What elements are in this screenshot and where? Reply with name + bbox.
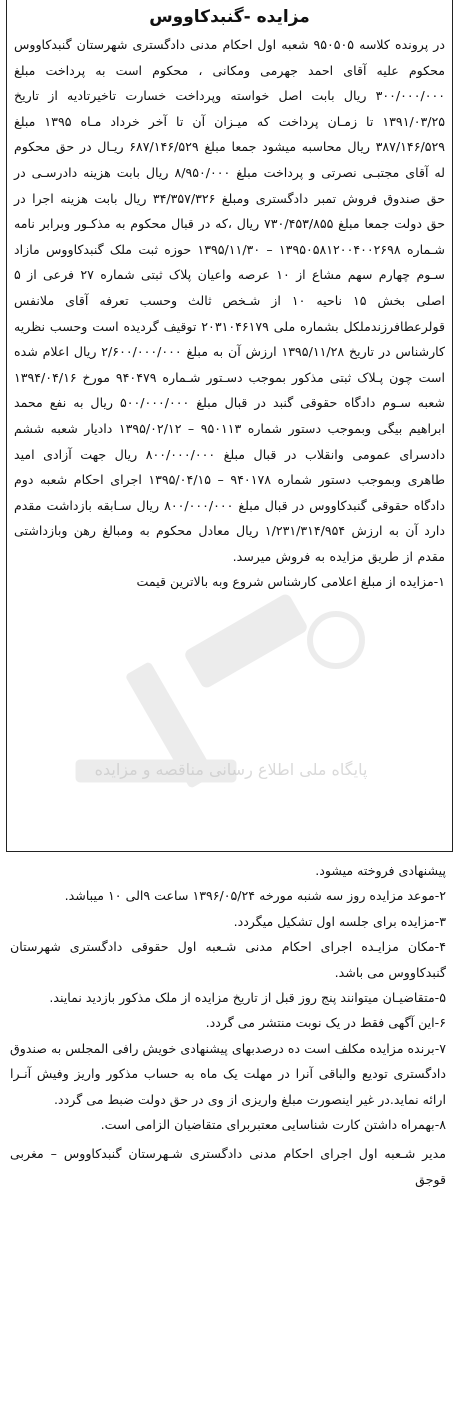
item-5: ۵-متقاضیـان میتوانند پنج روز قبل از تاریخ مزایده از ملک مذکور بازدید نمایند. [49,990,446,1006]
item-8: ۸-بهمراه داشتن کارت شناسایی معتبربرای متقاضیان الزامی است. [100,1117,446,1133]
notice-body: در پرونده کلاسه ۹۵۰۵۰۵ شعبه اول احکام مدنی دادگستری شهرستان گنبدکاووس محکوم علیه آقای احمد جهرمی ومکانی ، محکوم است به پرداخت مبلغ ۳۰۰/۰۰۰/۰۰۰ ریال بابت اصل خواسته وپرداخت خسارت تاخیرتادیه از تاریخ ۱۳۹۱/۰۳/۲۵ تا زمـان پرداخت که میـزان آن تا آخر خرداد مـاه ۱۳۹۵ مبلغ ۳۸۷/۱۴۶/۵۲۹ ریال محاسبه میشود جمعا مبلغ ۶۸۷/۱۴۶/۵۲۹ ریـال در حق محکوم له آقای مجتبـی نصرتی و پرداخت مبلغ ۸/۹۵۰/۰۰۰ ریال بابت هزینه دادرسـی در حق صندوق فروش تمبر دادگستری ومبلغ ۳۴/۳۵۷/۳۲۶ ریال بابت هزینه اجرا در حق دولت جمعا مبلغ ۷۳۰/۴۵۳/۸۵۵ ریال ،که در قبال محکوم به مذکـور وبرابر نامه شـماره ۱۳۹۵۰۵۸۱۲۰۰۴۰۰۲۶۹۸ – ۱۳۹۵/۱۱/۳۰ حوزه ثبت ملک گنبدکاووس مازاد سـوم چهارم سهم مشاع از ۱۰ عرصه واعیان پلاک ثبتی شماره ۲۷ فرعی از ۵ اصلی بخش ۱۵ ناحیه ۱۰ از شـخص ثالث وحسب تعرفه آقای ملانفس قولرعطافرزندملکل بشماره ملی ۲۰۳۱۰۴۶۱۷۹ توقیف گردیده است وحسب نظریه کارشناس در تاریخ ۱۳۹۵/۱۱/۲۸ ارزش آن به مبلغ ۲/۶۰۰/۰۰۰/۰۰۰ ریال اعلام شده است چون پـلاک ثبتی مذکور بموجب دسـتور شـماره ۹۴۰۴۷۹ مورخ ۱۳۹۴/۰۴/۱۶ شعبه سـوم دادگاه حقوقی گنبد در قبال مبلغ ۵۰۰/۰۰۰/۰۰۰ ریال به نفع محمد ابراهیم بیگی وبموجب دستور شماره ۹۵۰۱۱۳ – ۱۳۹۵/۰۲/۱۲ دادیار شعبه ششم دادسرای عمومی وانقلاب در قبال مبلغ ۸۰۰/۰۰۰/۰۰۰ ریال جهت آزادی امید طاهری وبموجب دستور شماره ۹۴۰۱۷۸ – ۱۳۹۵/۰۴/۱۵ اجرای احکام شعبه دوم دادگاه حقوقی گنبدکاووس در قبال مبلغ ۸۰۰/۰۰۰/۰۰۰ ریال سـابقه بازداشت مقدم دارد آن به ارزش ۱/۲۳۱/۳۱۴/۹۵۴ ریال معادل محکوم به ومبالغ رهن وبازداشتی مقدم از طریق مزایده به فروش میرسد. [14,37,446,564]
notice-box [6,0,453,852]
item-2: ۲-موعد مزایده روز سه شنبه مورخه ۱۳۹۶/۰۵/۲۴ ساعت ۹الی ۱۰ میباشد. [64,888,446,904]
item-1-tail: پیشنهادی فروخته میشود. [315,863,446,878]
item-7: ۷-برنده مزایده مکلف است ده درصدبهای پیشنهادی خویش رافی المجلس به صندوق دادگستری تودیع والباقی آنرا در مهلت یک ماه به حساب مذکور واریز وفیش آنـرا ارائه نماید.در غیر اینصورت مبلغ واریزی از وی در حق دولت ضبط می گردد. [10,1040,446,1107]
watermark-text: پایگاه ملی اطلاع رسانی مناقصه و مزایده [94,760,368,779]
item-4: ۴-مکان مزایـده اجرای احکام مدنی شـعبه اول حقوقی دادگستری شهرستان گنبدکاووس می باشد. [10,939,446,980]
auction-notice [6,0,453,1413]
signature: مدیر شـعبه اول اجرای احکام مدنی دادگستری شـهرستان گنبدکاووس – مغربی قوجق [10,1146,446,1187]
item-3: ۳-مزایده برای جلسه اول تشکیل میگردد. [233,913,446,929]
notice-title: مزایده -گنبدکاووس [149,7,310,27]
item-1-head: ۱-مزایده از مبلغ اعلامی کارشناس شروع وبه بالاترین قیمت [136,574,445,590]
item-6: ۶-این آگهی فقط در یک نوبت منتشر می گردد. [205,1015,446,1031]
notice-items [6,858,453,1192]
